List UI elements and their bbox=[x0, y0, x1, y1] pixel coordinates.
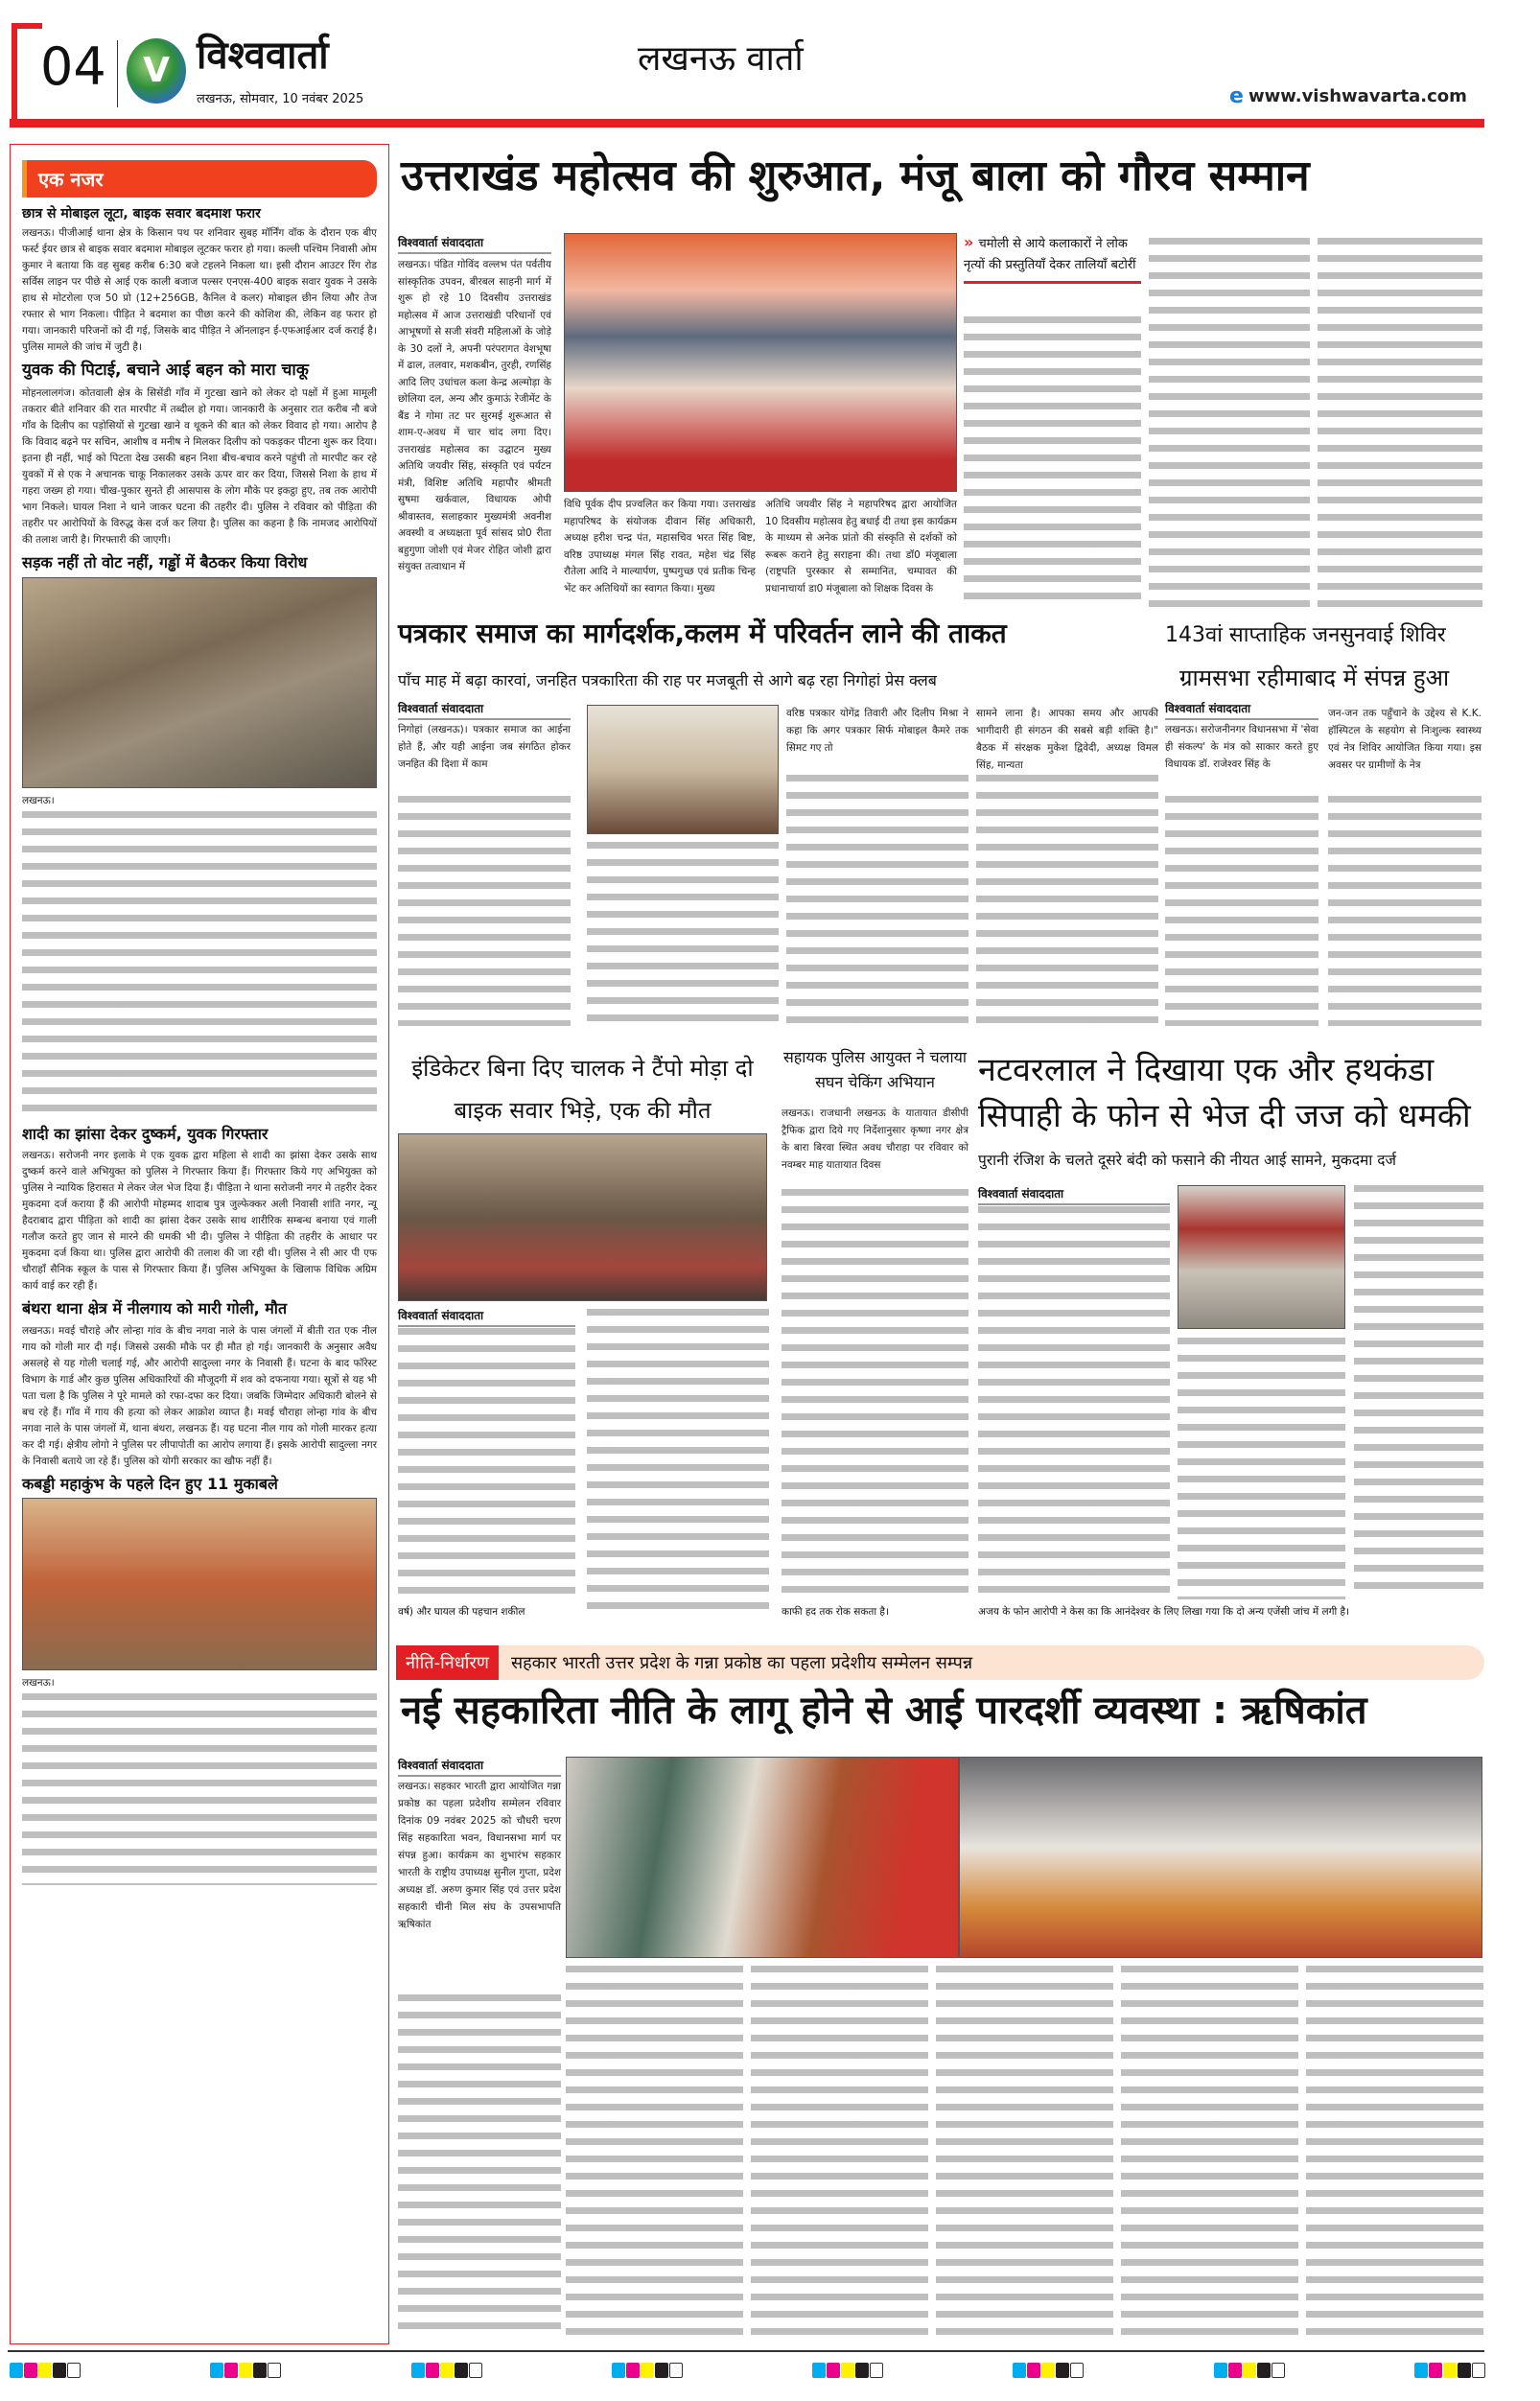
press-club-lead: निगोहां (लखनऊ)। पत्रकार समाज का आईना होते हैं, और यही आईना जब संगठित होकर जनहित की दिशा में काम bbox=[398, 724, 571, 770]
byline: विश्ववार्ता संवाददाता bbox=[398, 234, 551, 254]
checking-headline[interactable]: सहायक पुलिस आयुक्त ने चलाया सघन चेकिंग अभियान bbox=[782, 1048, 968, 1091]
sahkar-audience-photo bbox=[959, 1757, 1482, 1958]
story-body: लखनऊ। पीजीआई थाना क्षेत्र के किसान पथ पर शनिवार सुबह मॉर्निंग वॉक के दौरान एक बीए फर्स्ट ईयर छात्र से बाइक सवार बदमाश मोबाइल लूटकर फरार हो गया। कल्ली पश्चिम निवासी ओम कुमार ने बताया कि वह सुबह करीब 6:30 बजे टहलने निकला था। इसी दौरान आउटर रिंग रोड सर्विस लाइन पर पीछे से आई एक काली बजाज पल्सर एनएस-400 बाइक सवार युवक ने उसके हाथ से मोटरोला एज 50 प्रो (12+256GB, कैनिल वे कलर) मोबाइल छीन लिया और तेज रफ्तार से भाग निकला। पीड़ित ने बदमाश का पीछा करने की कोशिश की, लेकिन वह फरार हो गया। जानकारी परिजनों को दी गई, जिसके बाद पीड़ित ने ऑनलाइन ई-एफआईआर दर्ज कराई है। पुलिस मामले की जांच में जुटी है। bbox=[22, 227, 377, 354]
byline: विश्ववार्ता संवाददाता bbox=[398, 700, 571, 720]
registration-swatch bbox=[38, 2363, 52, 2378]
registration-swatch bbox=[669, 2363, 683, 2378]
registration-swatch bbox=[641, 2363, 654, 2378]
registration-swatch bbox=[812, 2363, 826, 2378]
logo-icon: V bbox=[127, 38, 186, 104]
natwarlal-headline[interactable]: नटवरलाल ने दिखाया एक और हथकंडा सिपाही के फोन से भेज दी जज को धमकी bbox=[978, 1051, 1471, 1135]
footer-rule bbox=[8, 2350, 1484, 2352]
ek-nazar-banner: एक नजर bbox=[22, 160, 377, 198]
sahkar-headline[interactable]: नई सहकारिता नीति के लागू होने से आई पारदर्शी व्यवस्था : ऋषिकांत bbox=[401, 1689, 1367, 1733]
press-club-col-2: वरिष्ठ पत्रकार योगेंद्र तिवारी और दिलीप मिश्रा ने कहा कि अगर पत्रकार सिर्फ मोबाइल कैमरे तक सिमट गए तो bbox=[786, 708, 968, 754]
sahkar-col-lines bbox=[398, 1994, 561, 2340]
registration-swatch bbox=[10, 2363, 23, 2378]
jansunwai-col-2: जन-जन तक पहुँचाने के उद्देश्य से K.K. हॉस्पिटल के सहयोग से निःशुल्क स्वास्थ्य एवं नेत्र शिविर आयोजित किया गया। इस अवसर पर ग्रामीणों के नेत्र bbox=[1328, 708, 1482, 771]
registration-swatch bbox=[24, 2363, 37, 2378]
left-column bbox=[10, 144, 389, 2344]
story-body: लखनऊ। bbox=[22, 792, 377, 809]
kabaddi-photo bbox=[22, 1498, 377, 1670]
jansunwai-col-1: लखनऊ। सरोजनीनगर विधानसभा में 'सेवा ही संकल्प' के मंत्र को साकार करते हुए विधायक डॉ. राजेश्वर सिंह के bbox=[1165, 724, 1318, 770]
story-body-lines bbox=[22, 811, 377, 1120]
registration-mark-group bbox=[1414, 2363, 1486, 2382]
registration-swatch bbox=[455, 2363, 468, 2378]
press-club-col-lines bbox=[976, 775, 1158, 1026]
sahkar-col-lines bbox=[566, 1966, 743, 2340]
registration-swatch bbox=[1243, 2363, 1256, 2378]
registration-mark-group bbox=[812, 2363, 884, 2382]
jansunwai-headline[interactable]: 143वां साप्ताहिक जनसुनवाई शिविर bbox=[1165, 623, 1446, 647]
paper-name: विश्ववार्ता bbox=[197, 34, 329, 78]
registration-swatch bbox=[1228, 2363, 1242, 2378]
dateline: लखनऊ, सोमवार, 10 नवंबर 2025 bbox=[197, 92, 364, 106]
registration-swatch bbox=[870, 2363, 883, 2378]
natwarlal-col-lines bbox=[1178, 1338, 1345, 1599]
story-body: लखनऊ। मवई चौराहे और लोन्हा गांव के बीच नगवा नाले के पास जंगलों में बीती रात एक नील गाय को गोली मार दी गई। जिससे उसकी मौके पर ही मौत हो गई। जानकारी के अनुसार अवैध असलहे से यह गोली चलाई गई, और आरोपी सादुल्ला नगर के निवासी हैं। घटना के बाद फॉरेस्ट विभाग के गार्ड और कुछ पुलिस अधिकारियों की मौजूदगी में शव को दफनाया गया। सूत्रों से यह भी पता चला है कि पुलिस ने पूरे मामले को रफा-दफा कर दिया। जबकि जिम्मेदार अधिकारी बोलने से बच रहे हैं। गाँव में गाय की हत्या को लेकर आक्रोश व्याप्त है। मवई चौराहा लोन्हा गांव के बीच नगवा नाले के पास जंगलों में, थाना बंथरा, लखनऊ हैं। यह घटना नील गाय को गोली मारकर हत्या कर दी गई। क्षेत्रीय लोगो ने पुलिस पर लीपापोती का आरोप लगाया हैं। इसके आरोपी सादुल्ला नगर के निवासी बताये जा रहे हैं। पुलिस को योगी सरकार का खौफ नहीं हैं। bbox=[22, 1324, 378, 1467]
pullquote bbox=[964, 233, 1141, 284]
checking-body: लखनऊ। राजधानी लखनऊ के यातायात डीसीपी ट्रैफिक द्वारा दिये गए निर्देशानुसार कृष्णा नगर क्षेत्र के बारा बिरवा स्थित अवध चौराहा पर रविवार को नवम्बर माह यातायात दिवस bbox=[782, 1107, 968, 1171]
registration-swatch bbox=[1443, 2363, 1457, 2378]
story-headline[interactable]: सड़क नहीं तो वोट नहीं, गड्ढों में बैठकर किया विरोध bbox=[22, 553, 308, 572]
registration-swatch bbox=[1272, 2363, 1285, 2378]
divider bbox=[117, 40, 118, 107]
press-club-col-lines bbox=[398, 796, 571, 1026]
jansunwai-col-lines bbox=[1328, 796, 1482, 1026]
sahkar-col-lines bbox=[751, 1966, 928, 2340]
section-banner bbox=[396, 1645, 1484, 1680]
section-tag: नीति-निर्धारण bbox=[396, 1645, 499, 1680]
sahkar-col-lines bbox=[1306, 1966, 1483, 2340]
byline: विश्ववार्ता संवाददाता bbox=[398, 1307, 575, 1327]
lead-col-2: विधि पूर्वक दीप प्रज्वलित कर किया गया। उत्तराखंड महापरिषद के संयोजक दीवान सिंह अधिकारी, अध्यक्ष हरीश चन्द्र पंत, महासचिव भरत सिंह बिष्ट, वरिष्ठ उपाध्यक्ष मंगल सिंह रावत, महेश चंद्र सिंह रौतेला आदि ने माल्यार्पण, पुष्पगुच्छ एवं प्रतीक चिन्ह भेंट कर अतिथियों का स्वागत किया। मुख्य bbox=[564, 499, 756, 594]
natwarlal-col-lines bbox=[1354, 1185, 1483, 1599]
sahkar-col-lines bbox=[936, 1966, 1113, 2340]
registration-swatch bbox=[841, 2363, 854, 2378]
sahkar-dais-photo bbox=[566, 1757, 959, 1958]
story-body-lines bbox=[22, 1693, 377, 1885]
natwarlal-col-lines bbox=[978, 1206, 1170, 1599]
lead-col-6-lines bbox=[1318, 238, 1482, 607]
registration-swatch bbox=[626, 2363, 640, 2378]
accident-crowd-photo bbox=[398, 1133, 767, 1301]
registration-swatch bbox=[1070, 2363, 1084, 2378]
press-club-col-lines bbox=[786, 775, 968, 1026]
registration-swatch bbox=[440, 2363, 454, 2378]
registration-mark-group bbox=[411, 2363, 483, 2382]
story-headline[interactable]: बंथरा थाना क्षेत्र में नीलगाय को मारी गोली, मौत bbox=[22, 1299, 288, 1318]
registration-mark-group bbox=[612, 2363, 684, 2382]
registration-swatch bbox=[1013, 2363, 1026, 2378]
print-registration-strip bbox=[10, 2363, 1486, 2382]
road-protest-photo bbox=[22, 577, 377, 788]
registration-swatch bbox=[426, 2363, 439, 2378]
registration-mark-group bbox=[210, 2363, 282, 2382]
accident-tail: वर्ष) और घायल की पहचान शकील bbox=[398, 1606, 525, 1618]
registration-swatch bbox=[239, 2363, 252, 2378]
globe-e-icon: e bbox=[1229, 84, 1244, 108]
story-headline[interactable]: छात्र से मोबाइल लूटा, बाइक सवार बदमाश फरार bbox=[22, 206, 261, 221]
registration-mark-group bbox=[1013, 2363, 1085, 2382]
registration-swatch bbox=[1458, 2363, 1471, 2378]
story-headline[interactable]: शादी का झांसा देकर दुष्कर्म, युवक गिरफ्तार bbox=[22, 1124, 268, 1143]
story-body: मोहनलालगंज। कोतवाली क्षेत्र के सिसेंडी गाँव में गुटखा खाने को लेकर दो पक्षों में हुआ मामूली तकरार बीते शनिवार की रात मारपीट में तब्दील हो गया। जानकारी के अनुसार रात करीब नौ बजे गाँव के दिलीप का पड़ोसियों से गुटखा खाने व थूकने की बात को लेकर विवाद हो गया। आरोप है कि विवाद बढ़ने पर सचिन, आशीष व मनीष ने मिलकर दिलीप को पकड़कर पीटना शुरू कर दिया। इतना ही नहीं, भाई को पिटता देख उसकी बहन निशा बीच-बचाव करने पहुंची तो मारपीट कर रहे युवकों में से एक ने अचानक चाकू निकालकर उसके ऊपर वार कर दिया, जिससे निशा के हाथ में गहरा जख्म हो गया। चीख-पुकार सुनते ही आसपास के लोग मौके पर इकट्ठा हुए, तब तक आरोपी भाग निकले। घायल निशा ने थाने जाकर घटना की तहरीर दी। पुलिस ने रविवार को पीड़िता की तहरीर पर आरोपियों के विरुद्ध केस दर्ज कर लिया है। पुलिस का कहना है कि नामजद आरोपियों की तलाश जारी है। गिरफ्तारी की जाएगी। bbox=[22, 387, 377, 547]
press-club-headline[interactable]: पत्रकार समाज का मार्गदर्शक,कलम में परिवर्तन लाने की ताकत bbox=[398, 618, 1007, 649]
story-body: लखनऊ। bbox=[22, 1677, 55, 1690]
court-sign-photo bbox=[1178, 1185, 1345, 1329]
registration-swatch bbox=[1257, 2363, 1271, 2378]
section-title: लखनऊ वार्ता bbox=[638, 39, 804, 79]
masthead bbox=[0, 0, 1540, 129]
lamp-lighting-photo bbox=[564, 233, 957, 492]
checking-tail: काफी हद तक रोक सकता है। bbox=[782, 1606, 889, 1618]
website-link[interactable]: www.vishwavarta.com bbox=[1248, 86, 1467, 106]
registration-swatch bbox=[224, 2363, 238, 2378]
registration-swatch bbox=[655, 2363, 668, 2378]
byline: विश्ववार्ता संवाददाता bbox=[978, 1185, 1170, 1205]
banner-text: सहकार भारती उत्तर प्रदेश के गन्ना प्रकोष्ठ का पहला प्रदेशीय सम्मेलन सम्पन्न bbox=[510, 1653, 973, 1673]
registration-swatch bbox=[827, 2363, 840, 2378]
registration-swatch bbox=[469, 2363, 482, 2378]
natwarlal-subhead: पुरानी रंजिश के चलते दूसरे बंदी को फसाने की नीयत आई सामने, मुकदमा दर्ज bbox=[978, 1152, 1396, 1169]
press-club-col-3: सामने लाना है। आपका समय और आपकी भागीदारी ही संगठन की सबसे बड़ी शक्ति है।" बैठक में संरक्षक मुकेश द्विवेदी, अध्यक्ष विमल सिंह, मान्यता bbox=[976, 708, 1158, 771]
registration-swatch bbox=[253, 2363, 267, 2378]
story-headline[interactable]: कबड्डी महाकुंभ के पहले दिन हुए 11 मुकाबले bbox=[22, 1474, 278, 1493]
page-frame-accent bbox=[12, 23, 42, 119]
registration-swatch bbox=[612, 2363, 625, 2378]
registration-swatch bbox=[855, 2363, 869, 2378]
registration-swatch bbox=[1041, 2363, 1055, 2378]
natwarlal-tail: अजय के फोन आरोपी ने केस का कि आनंदेश्वर के लिए लिखा गया कि दो अन्य एजेंसी जांच में लगी है। bbox=[978, 1606, 1350, 1618]
registration-mark-group bbox=[1214, 2363, 1286, 2382]
press-club-col-lines bbox=[587, 842, 779, 1024]
registration-swatch bbox=[1056, 2363, 1069, 2378]
pullquote-text: चमोली से आये कलाकारों ने लोक नृत्यों की प्रस्तुतियाँ देकर तालियाँ बटोरीं bbox=[964, 237, 1136, 272]
byline: विश्ववार्ता संवाददाता bbox=[398, 1757, 561, 1777]
header-rule bbox=[10, 119, 1484, 128]
press-club-meeting-photo bbox=[587, 705, 779, 834]
accident-col-lines bbox=[398, 1328, 575, 1600]
jansunwai-subhead: ग्रामसभा रहीमाबाद में संपन्न हुआ bbox=[1179, 664, 1450, 691]
lead-col-3: अतिथि जयवीर सिंह ने महापरिषद द्वारा आयोजित 10 दिवसीय महोत्सव हेतु बधाई दी तथा इस कार्यक्रम के माध्यम से अनेक प्रांतो की संस्कृति से दर्शकों को रूबरू कराने हेतु सराहना की। तथा डॉ0 मंजूबाला (राष्ट्रपति पुरस्कार से सम्मानित, चम्पावत की प्रधानाचार्या डा0 मंजूबाला को शिक्षक दिवस के bbox=[765, 499, 957, 594]
checking-col-lines bbox=[782, 1189, 968, 1601]
lead-col-1: लखनऊ। पंडित गोविंद वल्लभ पंत पर्वतीय सांस्कृतिक उपवन, बीरबल साहनी मार्ग में शुरू हो रहे 10 दिवसीय उत्तराखंड महोत्सव में आज उत्तराखंडी परिधानों एवं आभूषणों से सजी संवरी महिलाओं के जोड़े के 30 दलों ने, अपनी परंपरागत वेशभूषा में ढाल, तलवार, मशकबीन, तुरही, रणसिंह आदि लिए उधांचल कला केन्द्र अल्मोड़ा के छोलिया दल, अन्य और कुमाऊं रेजीमेंट के बैंड ने गोमा तट पर सुरमई शुरूआत से शाम-ए-अवध में चार चांद लगा दिए। उत्तराखंड महोत्सव का उद्घाटन मुख्य अतिथि जयवीर सिंह, संस्कृति एवं पर्यटन मंत्री, विशिष्ट अतिथि महापौर श्रीमती सुषमा खर्कवाल, विधायक ओपी श्रीवास्तव, सलाहकार मुख्यमंत्री अवनीश अवस्थी व अध्यक्षता पूर्व सांसद प्रो0 रीता बहुगुणा जोशी एवं मेजर रोहित जोशी द्वारा संयुक्त तत्वाधान में bbox=[398, 259, 551, 572]
sahkar-col-1: लखनऊ। सहकार भारती द्वारा आयोजित गन्ना प्रकोष्ठ का पहला प्रदेशीय सम्मेलन रविवार दिनांक 09 नवंबर 2025 को चौधरी चरण सिंह सहकारिता भवन, विधानसभा मार्ग पर संपन्न हुआ। कार्यक्रम का शुभारंभ सहकार भारती के राष्ट्रीय उपाध्यक्ष सुनील गुप्ता, प्रदेश अध्यक्ष डॉ. अरुण कुमार सिंह एवं उत्तर प्रदेश सहकारी चीनी मिल संघ के उपसभापति ऋषिकांत bbox=[398, 1781, 561, 1930]
byline: विश्ववार्ता संवाददाता bbox=[1165, 700, 1318, 720]
registration-mark-group bbox=[10, 2363, 82, 2382]
lead-col-5-lines bbox=[1149, 238, 1310, 607]
registration-swatch bbox=[1214, 2363, 1227, 2378]
story-body: लखनऊ। सरोजनी नगर इलाके मे एक युवक द्वारा महिला से शादी का झांसा देकर उसके साथ दुष्कर्म करने वाले अभियुक्त को पुलिस ने गिरफ्तार किया हैं। गिरफ्तार किये गए अभियुक्त को पुलिस ने न्यायिक हिरासत मे लेकर जेल भेज दिया हैं। पीड़िता ने थाना सरोजनी नगर मे तहरीर देकर मुकदमा दर्ज कराया हैं की आरोपी मोहम्मद शादाब पुत्र जुल्फेक्कर अली निवासी शांति नगर, न्यू हैदराबाद द्वारा पीड़िता को शादी का झांसा देकर उसके साथ शारीरिक सम्बन्ध बनाया एवं गाली गलौज करते हुए जान से मारने की धमकी भी दी। पुलिस ने पीड़िता की तहरीर के आधार पर मुकदमा दर्ज किया था। पुलिस द्वारा आरोपी की तलाश की जा रही थी। पुलिस ने सी आर पी एफ चौराहाँ सैनिक स्कूल के पास से गिरफ्तार किया हैं। पुलिस अभियुक्त के खिलाफ विधिक अग्रिम कार्य वाई कर रही हैं। bbox=[22, 1150, 377, 1293]
registration-swatch bbox=[53, 2363, 66, 2378]
registration-swatch bbox=[1472, 2363, 1485, 2378]
registration-swatch bbox=[411, 2363, 425, 2378]
sahkar-col-lines bbox=[1121, 1966, 1298, 2340]
accident-col-lines bbox=[587, 1309, 769, 1616]
accident-headline[interactable]: इंडिकेटर बिना दिए चालक ने टैंपो मोड़ा दो बाइक सवार भिड़े, एक की मौत bbox=[411, 1055, 754, 1124]
registration-swatch bbox=[210, 2363, 223, 2378]
registration-swatch bbox=[1429, 2363, 1442, 2378]
registration-swatch bbox=[1027, 2363, 1040, 2378]
registration-swatch bbox=[268, 2363, 281, 2378]
jansunwai-col-lines bbox=[1165, 796, 1318, 1026]
registration-swatch bbox=[1414, 2363, 1428, 2378]
lead-col-4-lines bbox=[964, 316, 1141, 604]
page-number: 04 bbox=[40, 36, 106, 97]
press-club-subhead: पाँच माह में बढ़ा कारवां, जनहित पत्रकारिता की राह पर मजबूती से आगे बढ़ रहा निगोहां प्रेस क्लब bbox=[398, 671, 937, 689]
chevron-quote-icon: » bbox=[964, 233, 974, 251]
registration-swatch bbox=[67, 2363, 81, 2378]
lead-headline[interactable]: उत्तराखंड महोत्सव की शुरुआत, मंजू बाला को गौरव सम्मान bbox=[401, 152, 1310, 200]
story-headline[interactable]: युवक की पिटाई, बचाने आई बहन को मारा चाकू bbox=[22, 361, 309, 381]
